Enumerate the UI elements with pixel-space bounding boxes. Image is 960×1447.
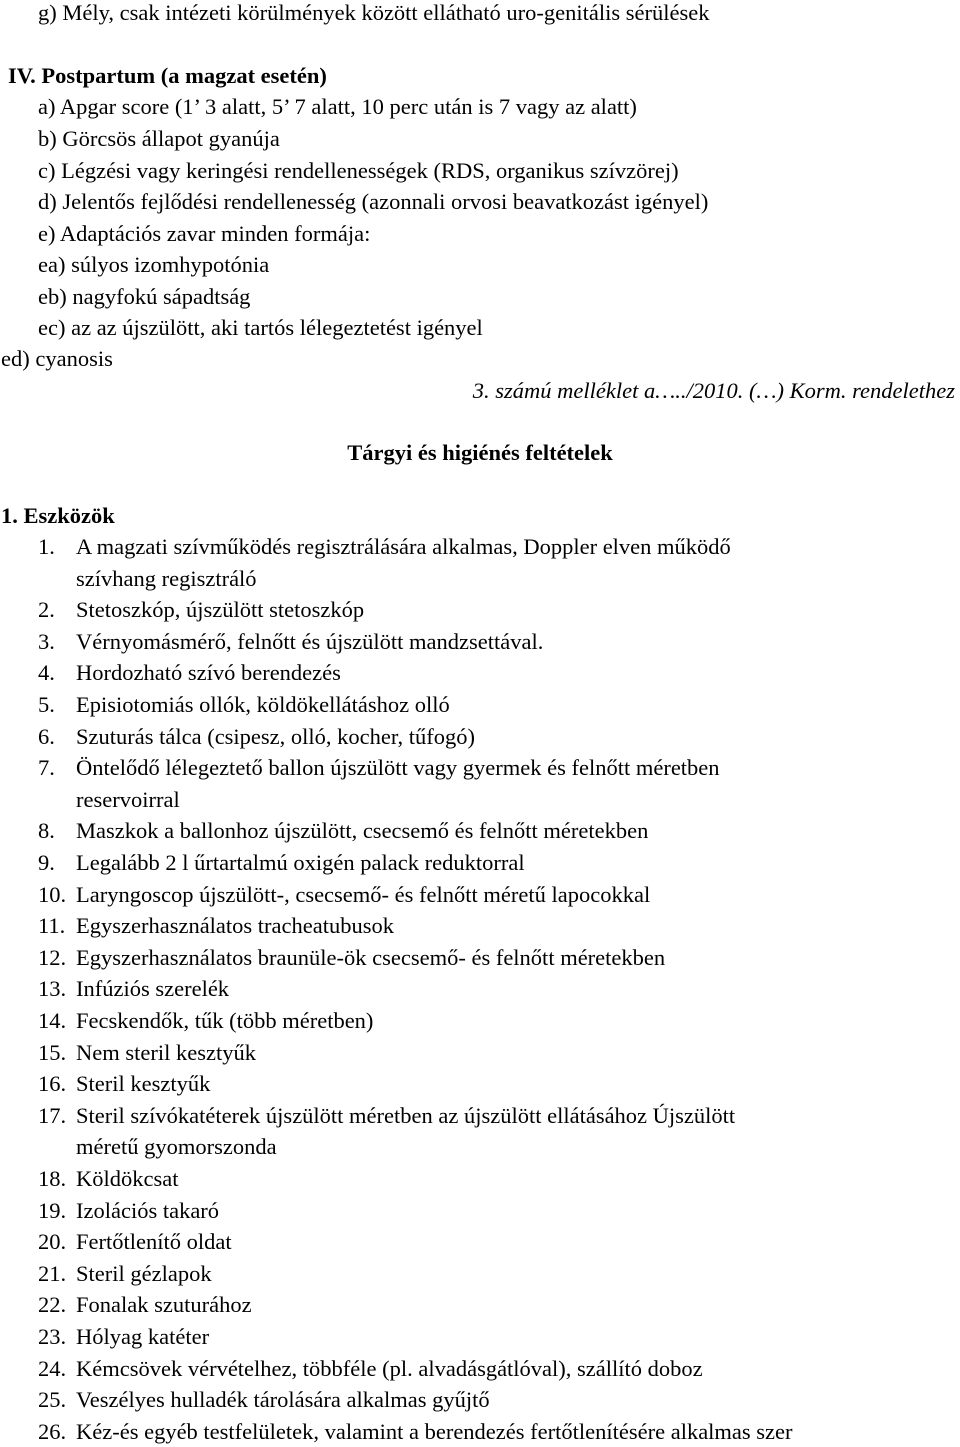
list-item-number: 22. — [38, 1292, 67, 1318]
list-item-text: Egyszerhasználatos tracheatubusok — [76, 913, 394, 939]
list-item-text: reservoirral — [76, 786, 180, 812]
list-item-text: Laryngoscop újszülött-, csecsemő- és felnőtt méretű lapocokkal — [76, 881, 651, 907]
annex-reference: 3. számú melléklet a…../2010. (…) Korm. rendelethez — [472, 378, 955, 403]
list-item-number: 4. — [38, 660, 55, 686]
list-item-text: Nem steril kesztyűk — [76, 1039, 256, 1065]
list-item-b: b) Görcsös állapot gyanúja — [38, 126, 280, 151]
list-item-text: Vérnyomásmérő, felnőtt és újszülött mandzsettával. — [76, 628, 544, 654]
list-item-ea: ea) súlyos izomhypotónia — [38, 252, 270, 277]
list-item-d: d) Jelentős fejlődési rendellenesség (azonnali orvosi beavatkozást igényel) — [38, 189, 709, 214]
list-item-number: 17. — [38, 1102, 67, 1128]
list-item-text: méretű gyomorszonda — [76, 1134, 277, 1160]
list-item-text: Egyszerhasználatos braunüle-ök csecsemő- és felnőtt méretekben — [76, 944, 666, 970]
section-heading-eszkozok: 1. Eszközök — [1, 503, 115, 528]
list-item-text: Köldökcsat — [76, 1166, 179, 1191]
list-item-number: 9. — [38, 850, 55, 875]
section-heading-postpartum: IV. Postpartum (a magzat esetén) — [8, 63, 327, 88]
list-item-text: Szuturás tálca (csipesz, olló, kocher, tűfogó) — [76, 723, 475, 749]
list-item-number: 19. — [38, 1197, 67, 1223]
list-item-text: Fonalak szuturához — [76, 1292, 252, 1318]
list-item-text: Legalább 2 l űrtartalmú oxigén palack reduktorral — [76, 850, 525, 875]
list-item-text: Infúziós szerelék — [76, 976, 230, 1002]
list-item-ed: ed) cyanosis — [1, 346, 113, 371]
list-item-number: 7. — [38, 755, 55, 781]
list-item-number: 1. — [38, 534, 55, 559]
list-item-number: 3. — [38, 628, 55, 654]
list-item-number: 18. — [38, 1166, 67, 1191]
list-item-text: Fecskendők, tűk (több méretben) — [76, 1008, 374, 1033]
list-item-number: 13. — [38, 976, 67, 1002]
list-item-number: 8. — [38, 818, 55, 844]
list-item-a: a) Apgar score (1’ 3 alatt, 5’ 7 alatt, 10 perc után is 7 vagy az alatt) — [38, 94, 637, 119]
list-item-number: 23. — [38, 1324, 67, 1349]
list-item-text: Episiotomiás ollók, köldökellátáshoz olló — [76, 692, 450, 717]
list-item-number: 2. — [38, 597, 55, 623]
list-item-text: Veszélyes hulladék tárolására alkalmas gyűjtő — [76, 1387, 490, 1413]
list-item-number: 20. — [38, 1229, 67, 1255]
list-item-number: 5. — [38, 692, 55, 717]
list-item-number: 16. — [38, 1071, 67, 1097]
list-item-text: Kéz-és egyéb testfelületek, valamint a berendezés fertőtlenítésére alkalmas szer — [76, 1418, 793, 1444]
list-item-ec: ec) az az újszülött, aki tartós lélegeztetést igényel — [38, 315, 483, 340]
list-item-text: Izolációs takaró — [76, 1197, 220, 1223]
list-item-g: g) Mély, csak intézeti körülmények között ellátható uro-genitális sérülések — [38, 0, 710, 25]
list-item-text: Hordozható szívó berendezés — [76, 660, 341, 686]
list-item-text: szívhang regisztráló — [76, 565, 257, 591]
list-item-text: Kémcsövek vérvételhez, többféle (pl. alvadásgátlóval), szállító doboz — [76, 1355, 703, 1381]
list-item-number: 25. — [38, 1387, 67, 1413]
list-item-text: Steril szívókatéterek újszülött méretben az újszülött ellátásához Újszülött — [76, 1102, 736, 1128]
list-item-number: 14. — [38, 1008, 67, 1033]
list-item-text: A magzati szívműködés regisztrálására alkalmas, Doppler elven működő — [76, 534, 731, 559]
list-item-text: Stetoszkóp, újszülött stetoszkóp — [76, 597, 365, 623]
list-item-text: Hólyag katéter — [76, 1324, 210, 1349]
list-item-number: 21. — [38, 1260, 67, 1286]
list-item-e: e) Adaptációs zavar minden formája: — [38, 221, 371, 246]
list-item-text: Steril kesztyűk — [76, 1071, 211, 1097]
list-item-number: 10. — [38, 881, 67, 907]
list-item-eb: eb) nagyfokú sápadtság — [38, 284, 251, 309]
page-title: Tárgyi és higiénés feltételek — [347, 440, 613, 465]
list-item-number: 24. — [38, 1355, 67, 1381]
list-item-text: Öntelődő lélegeztető ballon újszülött vagy gyermek és felnőtt méretben — [76, 755, 720, 781]
list-item-text: Maszkok a ballonhoz újszülött, csecsemő és felnőtt méretekben — [76, 818, 649, 844]
list-item-text: Steril gézlapok — [76, 1260, 212, 1286]
list-item-number: 11. — [38, 913, 66, 939]
list-item-number: 15. — [38, 1039, 67, 1065]
list-item-number: 26. — [38, 1418, 67, 1444]
list-item-c: c) Légzési vagy keringési rendellenességek (RDS, organikus szívzörej) — [38, 158, 679, 183]
list-item-text: Fertőtlenítő oldat — [76, 1229, 232, 1255]
list-item-number: 12. — [38, 944, 67, 970]
list-item-number: 6. — [38, 723, 55, 749]
